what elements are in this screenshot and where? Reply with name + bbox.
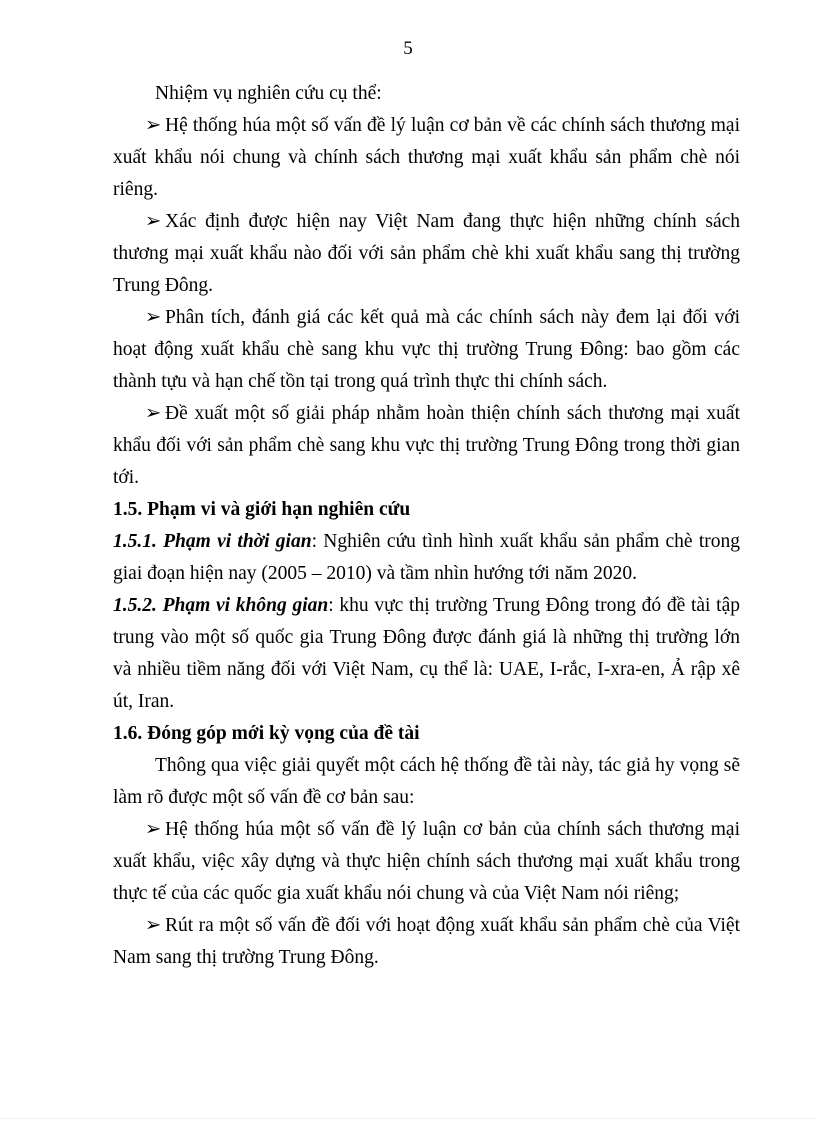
task-text: Hệ thống húa một số vấn đề lý luận cơ bản về các chính sách thương mại xuất khẩu nói chung và chính sách thương mại xuất khẩu sản phẩm chè nói riêng. bbox=[113, 115, 740, 200]
contribution-text: Hệ thống húa một số vấn đề lý luận cơ bản của chính sách thương mại xuất khẩu, việc xây dựng và thực hiện chính sách thương mại xuất khẩu trong thực tế của các quốc gia xuất khẩu nói chung và của Việt Nam nói riêng; bbox=[113, 819, 740, 904]
task-text: Phân tích, đánh giá các kết quả mà các chính sách này đem lại đối với hoạt động xuất khẩu chè sang khu vực thị trường Trung Đông: bao gồm các thành tựu và hạn chế tồn tại trong quá trình thực thi chính sách. bbox=[113, 307, 740, 392]
body-text bbox=[113, 78, 740, 974]
section-heading-contribution: 1.6. Đóng góp mới kỳ vọng của đề tài bbox=[113, 723, 420, 744]
arrow-bullet-icon: ➢ bbox=[145, 819, 162, 840]
subsection-title: 1.5.2. Phạm vi không gian bbox=[113, 595, 329, 616]
subsection-text: : khu vực thị trường Trung Đông trong đó đề tài tập trung vào một số quốc gia Trung Đông được đánh giá là những thị trường lớn và nhiều tiềm năng đối với Việt Nam, cụ thể là: UAE, I-rắc, I-xra-en, Ả rập xê út, Iran. bbox=[113, 595, 740, 712]
task-item bbox=[113, 398, 740, 494]
page-bottom-edge bbox=[0, 1118, 816, 1119]
task-text: Đề xuất một số giải pháp nhằm hoàn thiện chính sách thương mại xuất khẩu đối với sản phẩm chè sang khu vực thị trường Trung Đông trong thời gian tới. bbox=[113, 403, 740, 488]
arrow-bullet-icon: ➢ bbox=[145, 307, 162, 328]
contribution-item bbox=[113, 814, 740, 910]
task-item bbox=[113, 302, 740, 398]
contribution-item bbox=[113, 910, 740, 974]
task-item bbox=[113, 110, 740, 206]
subsection-time-scope bbox=[113, 526, 740, 590]
page-number: 5 bbox=[403, 38, 413, 59]
arrow-bullet-icon: ➢ bbox=[145, 915, 162, 936]
task-item bbox=[113, 206, 740, 302]
subsection-space-scope bbox=[113, 590, 740, 718]
subsection-title: 1.5.1. Phạm vi thời gian bbox=[113, 531, 312, 552]
subsection-text: : Nghiên cứu tình hình xuất khẩu sản phẩm chè trong giai đoạn hiện nay (2005 – 2010) và tầm nhìn hướng tới năm 2020. bbox=[113, 531, 740, 584]
contribution-text: Rút ra một số vấn đề đối với hoạt động xuất khẩu sản phẩm chè của Việt Nam sang thị trường Trung Đông. bbox=[113, 915, 740, 968]
arrow-bullet-icon: ➢ bbox=[145, 115, 162, 136]
section-heading-scope: 1.5. Phạm vi và giới hạn nghiên cứu bbox=[113, 499, 411, 520]
arrow-bullet-icon: ➢ bbox=[145, 211, 162, 232]
task-text: Xác định được hiện nay Việt Nam đang thực hiện những chính sách thương mại xuất khẩu nào đối với sản phẩm chè khi xuất khẩu sang thị trường Trung Đông. bbox=[113, 211, 740, 296]
arrow-bullet-icon: ➢ bbox=[145, 403, 162, 424]
tasks-intro: Nhiệm vụ nghiên cứu cụ thể: bbox=[155, 83, 382, 104]
contribution-intro: Thông qua việc giải quyết một cách hệ thống đề tài này, tác giả hy vọng sẽ làm rõ được một số vấn đề cơ bản sau: bbox=[113, 755, 740, 808]
